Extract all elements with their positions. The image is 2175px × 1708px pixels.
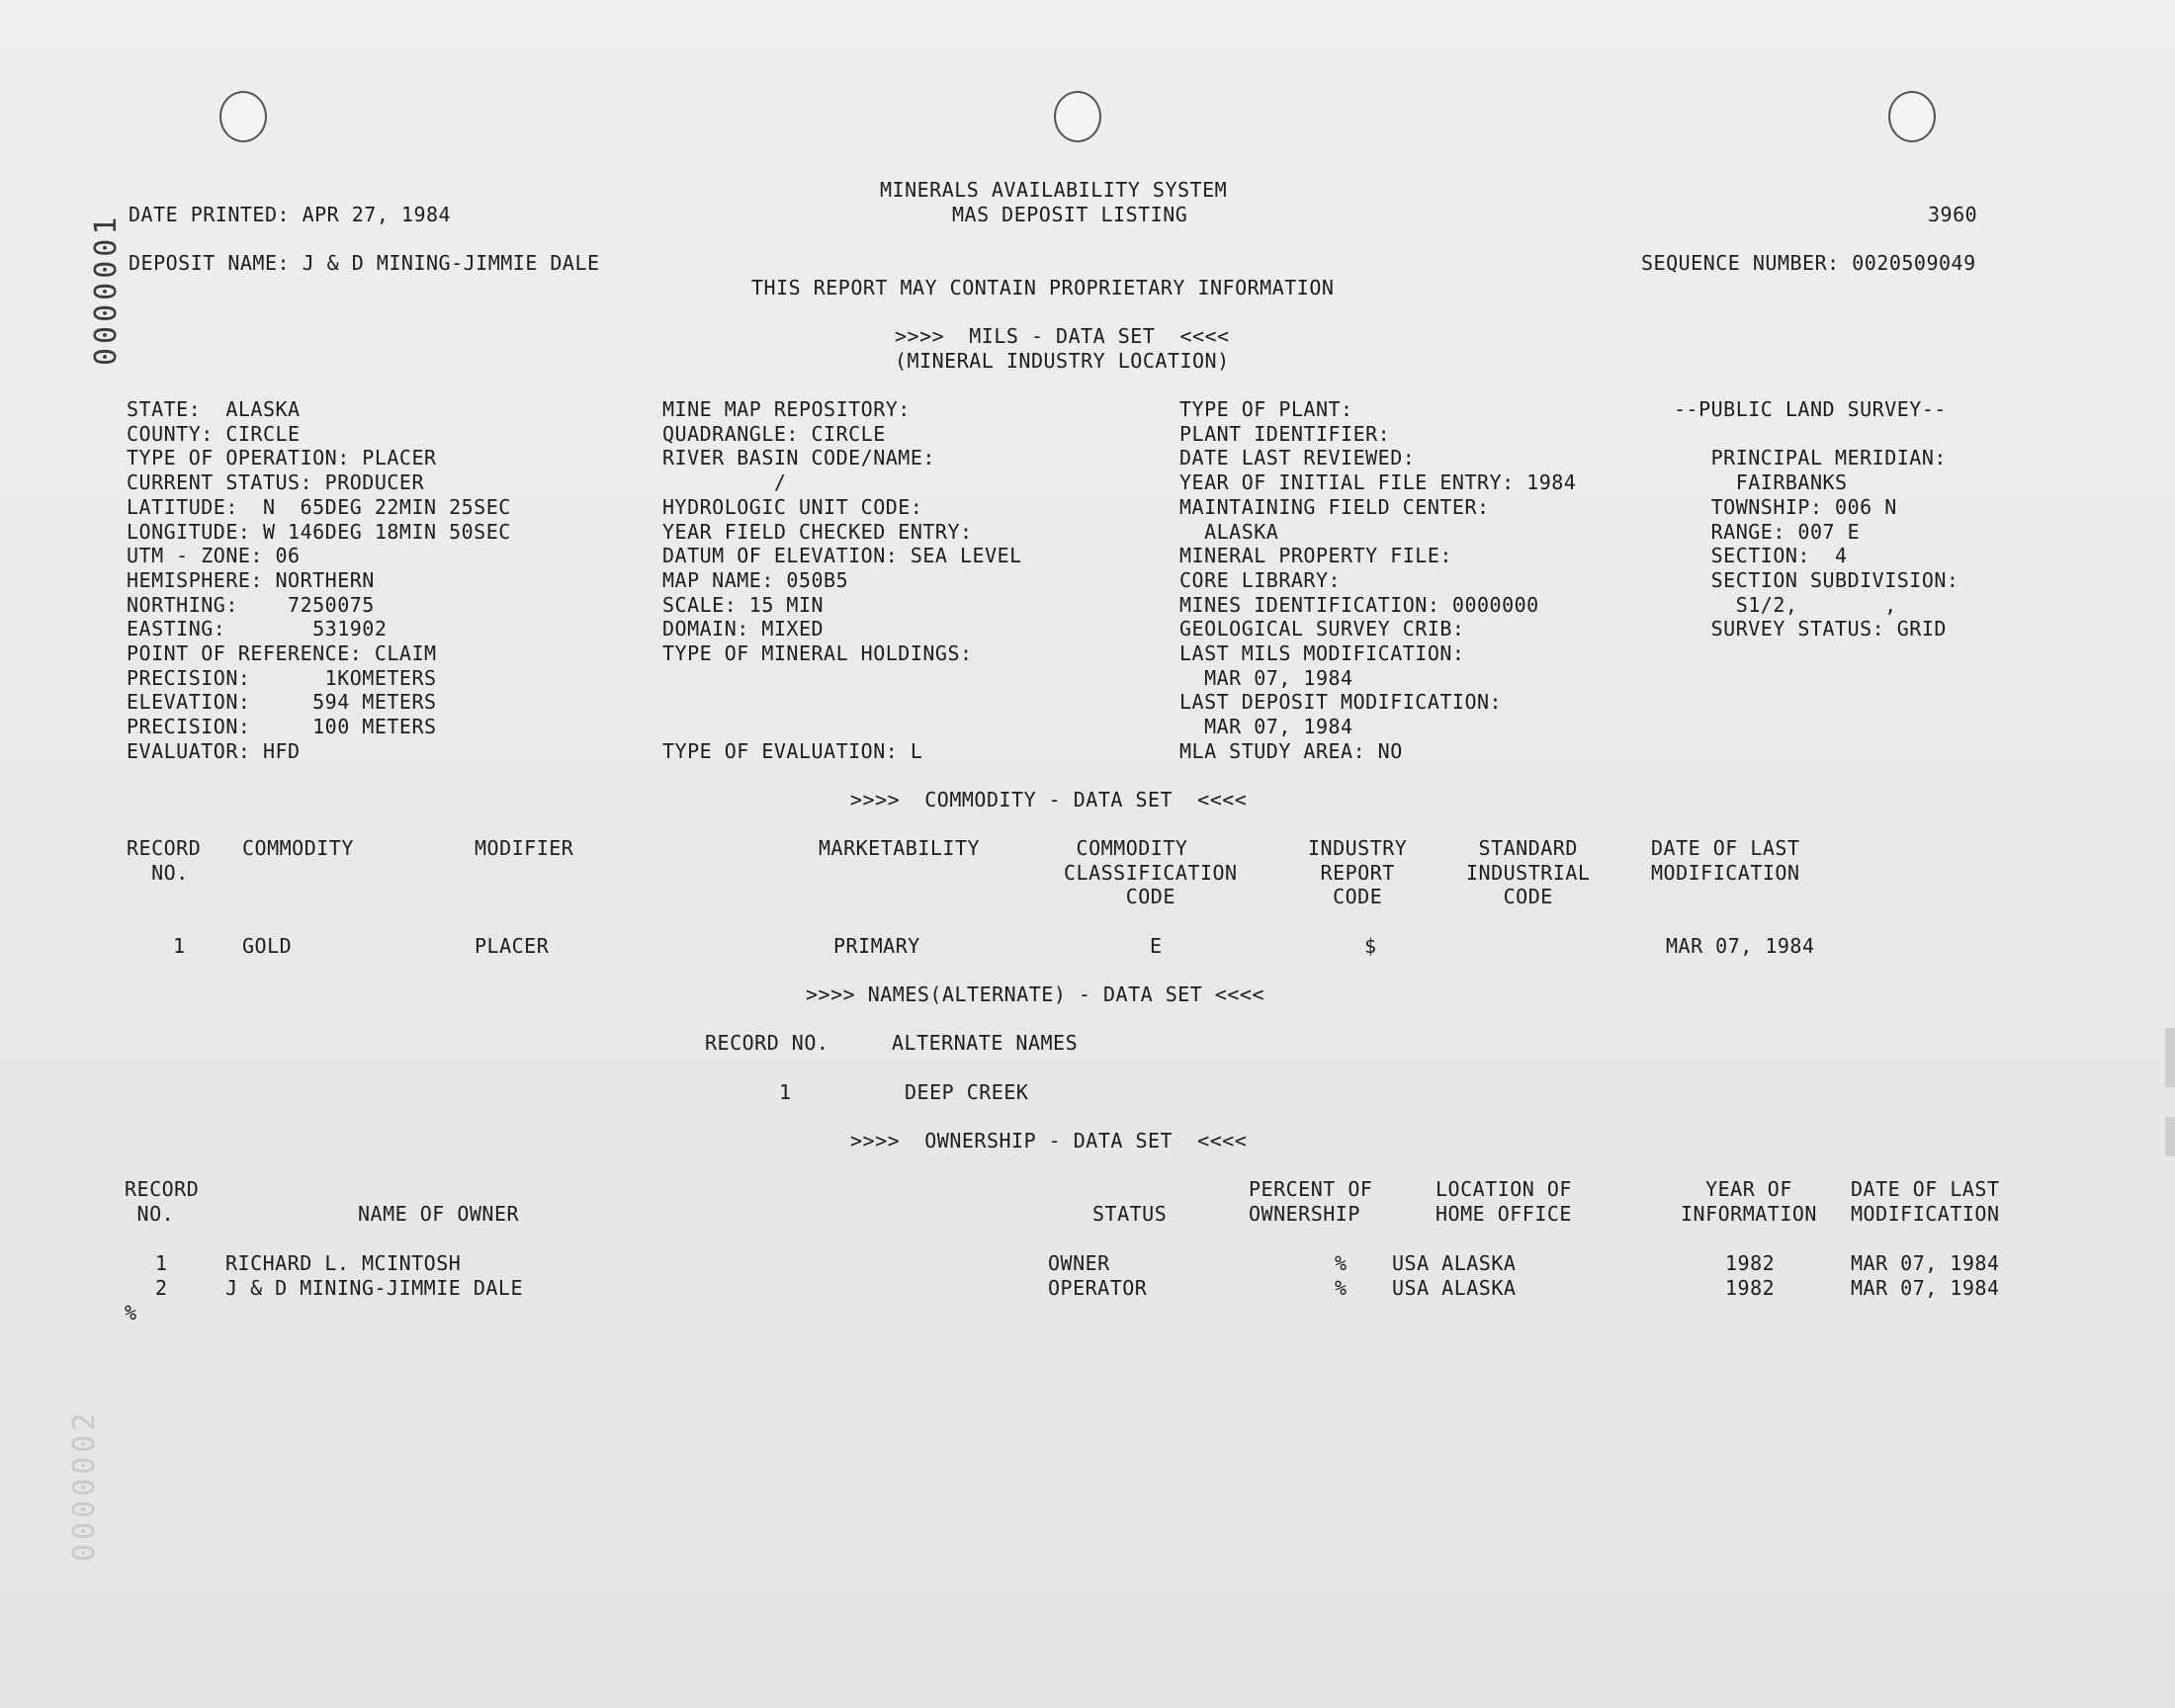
mils-field: LONGITUDE: W 146DEG 18MIN 50SEC	[127, 519, 511, 544]
commodity-modifier: PLACER	[475, 934, 550, 958]
commodity-header-record: RECORD NO.	[127, 836, 202, 885]
mils-field: S1/2, ,	[1674, 592, 1897, 617]
commodity-date: MAR 07, 1984	[1666, 934, 1815, 958]
edge-mark	[2165, 1117, 2175, 1156]
commodity-header-sic: STANDARD INDUSTRIAL CODE	[1466, 836, 1591, 909]
names-header-record: RECORD NO.	[705, 1031, 829, 1055]
ownership-header-record: RECORD NO.	[125, 1177, 200, 1226]
mils-field: YEAR OF INITIAL FILE ENTRY: 1984	[1179, 470, 1577, 495]
mils-field: SECTION: 4	[1674, 544, 1848, 568]
ownership-header-location: LOCATION OF HOME OFFICE	[1436, 1177, 1572, 1226]
mils-field: HYDROLOGIC UNIT CODE:	[662, 494, 923, 519]
mils-field: NORTHING: 7250075	[127, 592, 375, 617]
owner-name: RICHARD L. MCINTOSH	[225, 1251, 462, 1275]
mils-field: ALASKA	[1179, 519, 1279, 544]
binder-hole-center	[1054, 91, 1101, 142]
mils-field: DATE LAST REVIEWED:	[1179, 446, 1416, 470]
owner-percent: %	[1335, 1251, 1348, 1275]
ownership-header-year: YEAR OF INFORMATION	[1681, 1177, 1817, 1226]
mils-field: MAR 07, 1984	[1179, 665, 1353, 690]
microfiche-stamp: 0000001	[89, 213, 124, 366]
binder-hole-left	[219, 91, 267, 142]
owner-location: USA ALASKA	[1392, 1276, 1517, 1300]
mils-field: MINES IDENTIFICATION: 0000000	[1179, 592, 1539, 617]
mils-field: EVALUATOR: HFD	[127, 738, 301, 763]
names-record: 1	[779, 1080, 792, 1104]
owner-location: USA ALASKA	[1392, 1251, 1517, 1275]
mils-field: DOMAIN: MIXED	[662, 617, 825, 641]
commodity-header-commodity: COMMODITY	[242, 836, 354, 860]
mils-field: --PUBLIC LAND SURVEY--	[1674, 397, 1947, 421]
mils-field: LAST MILS MODIFICATION:	[1179, 641, 1465, 665]
edge-mark	[2165, 1028, 2175, 1087]
owner-year: 1982	[1725, 1251, 1776, 1275]
mils-field: ELEVATION: 594 METERS	[127, 690, 437, 715]
mils-field: PLANT IDENTIFIER:	[1179, 421, 1391, 446]
commodity-header-industry: INDUSTRY REPORT CODE	[1308, 836, 1408, 909]
mils-field: SECTION SUBDIVISION:	[1674, 567, 1959, 592]
mils-field: CORE LIBRARY:	[1179, 567, 1342, 592]
commodity-header-modifier: MODIFIER	[475, 836, 574, 860]
mils-field: UTM - ZONE: 06	[127, 544, 301, 568]
mils-field: TOWNSHIP: 006 N	[1674, 494, 1897, 519]
mils-field: PRECISION: 1KOMETERS	[127, 665, 437, 690]
ownership-header-name: NAME OF OWNER	[358, 1202, 520, 1226]
mils-field: EASTING: 531902	[127, 617, 388, 641]
footer-mark: %	[125, 1301, 137, 1324]
owner-year: 1982	[1725, 1276, 1776, 1300]
mils-field: MAP NAME: 050B5	[662, 567, 849, 592]
ownership-header-percent: PERCENT OF OWNERSHIP	[1249, 1177, 1373, 1226]
owner-status: OPERATOR	[1048, 1276, 1148, 1300]
proprietary-notice: THIS REPORT MAY CONTAIN PROPRIETARY INFORMATION	[751, 276, 1335, 299]
listing-title: MAS DEPOSIT LISTING	[952, 203, 1188, 226]
mils-field: CURRENT STATUS: PRODUCER	[127, 470, 424, 495]
ownership-header-status: STATUS	[1092, 1202, 1168, 1226]
mils-field: GEOLOGICAL SURVEY CRIB:	[1179, 617, 1465, 641]
system-title: MINERALS AVAILABILITY SYSTEM	[880, 178, 1228, 202]
mils-field: RANGE: 007 E	[1674, 519, 1861, 544]
mils-field: RIVER BASIN CODE/NAME:	[662, 446, 935, 470]
deposit-name: DEPOSIT NAME: J & D MINING-JIMMIE DALE	[129, 251, 600, 275]
commodity-heading: >>>> COMMODITY - DATA SET <<<<	[850, 788, 1248, 811]
commodity-header-classification: COMMODITY CLASSIFICATION CODE	[1064, 836, 1238, 909]
commodity-industry: $	[1364, 934, 1377, 958]
mils-field: DATUM OF ELEVATION: SEA LEVEL	[662, 544, 1022, 568]
mils-field: QUADRANGLE: CIRCLE	[662, 421, 886, 446]
alternate-name: DEEP CREEK	[905, 1080, 1029, 1104]
page-number: 3960	[1928, 203, 1978, 226]
mils-field: MINE MAP REPOSITORY:	[662, 397, 911, 421]
mils-field: /	[662, 470, 787, 495]
mils-field: TYPE OF EVALUATION: L	[662, 738, 923, 763]
mils-field: PRECISION: 100 METERS	[127, 715, 437, 739]
owner-name: J & D MINING-JIMMIE DALE	[225, 1276, 523, 1300]
owner-status: OWNER	[1048, 1251, 1110, 1275]
mils-field: MLA STUDY AREA: NO	[1179, 738, 1403, 763]
commodity-record: 1	[173, 934, 186, 958]
mils-field: MAR 07, 1984	[1179, 715, 1353, 739]
mils-field: COUNTY: CIRCLE	[127, 421, 301, 446]
mils-field: YEAR FIELD CHECKED ENTRY:	[662, 519, 973, 544]
names-heading: >>>> NAMES(ALTERNATE) - DATA SET <<<<	[806, 982, 1265, 1006]
commodity-marketability: PRIMARY	[833, 934, 920, 958]
date-printed: DATE PRINTED: APR 27, 1984	[129, 203, 452, 226]
binder-hole-right	[1888, 91, 1936, 142]
mils-heading: >>>> MILS - DATA SET <<<<	[895, 324, 1230, 348]
mils-field: TYPE OF OPERATION: PLACER	[127, 446, 437, 470]
ownership-heading: >>>> OWNERSHIP - DATA SET <<<<	[850, 1129, 1248, 1153]
microfiche-stamp-faint: 0000002	[67, 1409, 102, 1562]
mils-field: HEMISPHERE: NORTHERN	[127, 567, 375, 592]
names-header-names: ALTERNATE NAMES	[892, 1031, 1079, 1055]
mils-field: TYPE OF PLANT:	[1179, 397, 1353, 421]
owner-date: MAR 07, 1984	[1851, 1251, 2000, 1275]
mils-field: PRINCIPAL MERIDIAN:	[1674, 446, 1947, 470]
mils-field: MINERAL PROPERTY FILE:	[1179, 544, 1452, 568]
mils-field: TYPE OF MINERAL HOLDINGS:	[662, 641, 973, 665]
commodity-name: GOLD	[242, 934, 293, 958]
mils-field: LATITUDE: N 65DEG 22MIN 25SEC	[127, 494, 511, 519]
owner-record: 2	[155, 1276, 168, 1300]
mils-field: SCALE: 15 MIN	[662, 592, 825, 617]
owner-record: 1	[155, 1251, 168, 1275]
ownership-header-date: DATE OF LAST MODIFICATION	[1851, 1177, 2000, 1226]
commodity-classification: E	[1150, 934, 1163, 958]
owner-date: MAR 07, 1984	[1851, 1276, 2000, 1300]
commodity-header-date: DATE OF LAST MODIFICATION	[1651, 836, 1800, 885]
sequence-number: SEQUENCE NUMBER: 0020509049	[1641, 251, 1976, 275]
mils-field: FAIRBANKS	[1674, 470, 1848, 495]
mils-field: STATE: ALASKA	[127, 397, 301, 421]
mils-field: SURVEY STATUS: GRID	[1674, 617, 1947, 641]
mils-subheading: (MINERAL INDUSTRY LOCATION)	[895, 349, 1230, 373]
mils-field: LAST DEPOSIT MODIFICATION:	[1179, 690, 1503, 715]
mils-field: POINT OF REFERENCE: CLAIM	[127, 641, 437, 665]
owner-percent: %	[1335, 1276, 1348, 1300]
mils-field: MAINTAINING FIELD CENTER:	[1179, 494, 1490, 519]
commodity-header-marketability: MARKETABILITY	[819, 836, 981, 860]
